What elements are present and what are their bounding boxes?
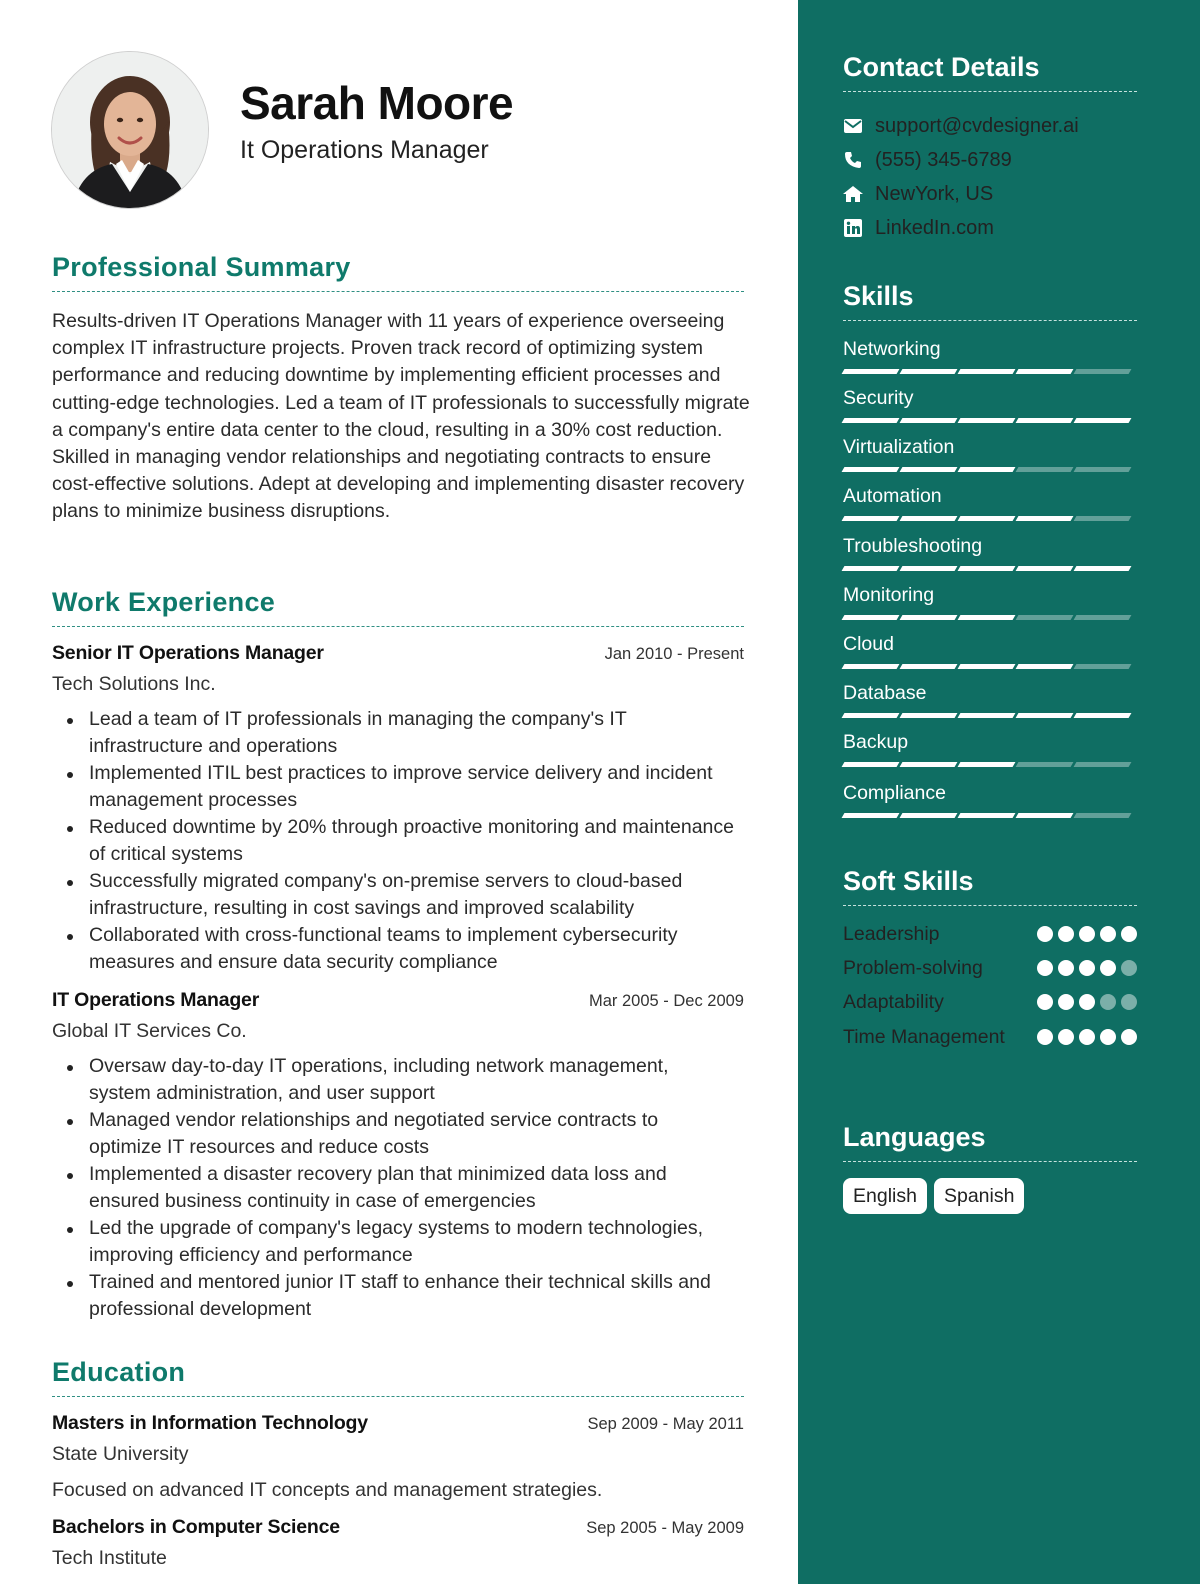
- education-entry: [52, 1412, 744, 1504]
- rating-dot-icon: [1037, 1029, 1053, 1045]
- rating-dot-icon: [1100, 994, 1116, 1010]
- skill-level-bar: [843, 713, 1137, 718]
- contact-phone-text: (555) 345-6789: [875, 148, 1012, 171]
- skill-level-segment: [958, 615, 1016, 620]
- bullet-text: Implemented a disaster recovery plan that minimized data loss and ensured business continuity in case of emergencies: [89, 1163, 667, 1212]
- soft-skill-item: [843, 955, 1137, 982]
- skill-label: Compliance: [843, 782, 946, 804]
- bullet-icon: [67, 772, 73, 778]
- bullet-text: Collaborated with cross-functional teams to implement cybersecurity measures and ensure data security compliance: [89, 924, 678, 973]
- bullet-icon: [67, 1173, 73, 1179]
- job-bullet: [89, 1215, 744, 1269]
- skill-level-segment: [1074, 664, 1132, 669]
- soft-skill-rating: [1037, 926, 1137, 948]
- rating-dot-icon: [1037, 960, 1053, 976]
- skill-level-segment: [958, 418, 1016, 423]
- contact-linkedin[interactable]: [843, 213, 994, 243]
- soft-skill-item: [843, 989, 1137, 1016]
- home-icon: [843, 184, 863, 204]
- rating-dot-icon: [1058, 960, 1074, 976]
- job-entry: [52, 989, 744, 1323]
- skill-level-segment: [1016, 813, 1074, 818]
- skill-level-segment: [842, 516, 900, 521]
- skill-item: [843, 728, 1137, 767]
- professional-summary: Results-driven IT Operations Manager with 11 years of experience overseeing complex IT infrastructure projects. Proven track record of optimizing system performance and reducing downtime by implementing efficient processes and cutting-edge technologies. Led a team of IT professionals to successfully migrate a company's entire data center to the cloud, resulting in a 30% cost reduction. Skilled in managing vendor relationships and negotiating contracts to ensure cost-effective solutions. Adept at developing and implementing disaster recovery plans to minimize business disruptions.: [52, 310, 750, 523]
- soft-skill-label: Leadership: [843, 923, 940, 945]
- skill-level-segment: [1016, 467, 1074, 472]
- contact-location-text: NewYork, US: [875, 182, 994, 205]
- job-bullet: [89, 760, 744, 814]
- skill-level-segment: [842, 762, 900, 767]
- degree: Bachelors in Computer Science: [52, 1516, 340, 1538]
- skill-level-segment: [900, 664, 958, 669]
- language-badge: English: [843, 1178, 927, 1214]
- skill-level-segment: [1074, 467, 1132, 472]
- skill-level-segment: [958, 516, 1016, 521]
- soft-skill-rating: [1037, 960, 1137, 982]
- bullet-text: Successfully migrated company's on-premise servers to cloud-based infrastructure, resulting in cost savings and improved scalability: [89, 870, 683, 919]
- rating-dot-icon: [1100, 926, 1116, 942]
- rating-dot-icon: [1079, 994, 1095, 1010]
- skill-level-segment: [958, 664, 1016, 669]
- job-bullet: [89, 1161, 744, 1215]
- skill-item: [843, 679, 1137, 718]
- bullet-icon: [67, 934, 73, 940]
- skill-level-bar: [843, 369, 1137, 374]
- candidate-title: It Operations Manager: [240, 136, 489, 164]
- rating-dot-icon: [1058, 1029, 1074, 1045]
- skill-level-segment: [1074, 418, 1132, 423]
- job-entry: [52, 642, 744, 976]
- job-date: Jan 2010 - Present: [604, 645, 744, 663]
- skill-level-segment: [1016, 664, 1074, 669]
- skill-level-segment: [900, 615, 958, 620]
- candidate-name: Sarah Moore: [240, 77, 514, 129]
- skill-level-segment: [958, 369, 1016, 374]
- education-date: Sep 2005 - May 2009: [586, 1519, 744, 1537]
- skill-level-segment: [842, 615, 900, 620]
- skill-level-segment: [1074, 762, 1132, 767]
- job-bullets: [52, 1053, 744, 1323]
- job-bullet: [89, 706, 744, 760]
- skill-level-segment: [1074, 813, 1132, 818]
- skill-item: [843, 630, 1137, 669]
- section-title-contact: Contact Details: [843, 52, 1137, 92]
- skill-level-segment: [842, 566, 900, 571]
- bullet-icon: [67, 880, 73, 886]
- skill-level-bar: [843, 615, 1137, 620]
- skill-label: Automation: [843, 485, 942, 507]
- bullet-text: Reduced downtime by 20% through proactive monitoring and maintenance of critical systems: [89, 816, 734, 865]
- bullet-text: Trained and mentored junior IT staff to enhance their technical skills and professional development: [89, 1271, 711, 1320]
- section-title-languages: Languages: [843, 1122, 1137, 1162]
- contact-email[interactable]: [843, 111, 1079, 141]
- skill-label: Cloud: [843, 633, 894, 655]
- job-role: IT Operations Manager: [52, 989, 260, 1011]
- skill-level-segment: [900, 813, 958, 818]
- skill-level-segment: [900, 516, 958, 521]
- skill-item: [843, 779, 1137, 818]
- bullet-text: Led the upgrade of company's legacy systems to modern technologies, improving efficiency and performance: [89, 1217, 703, 1266]
- job-role: Senior IT Operations Manager: [52, 642, 324, 664]
- skill-level-bar: [843, 418, 1137, 423]
- avatar: [52, 52, 208, 208]
- education-date: Sep 2009 - May 2011: [587, 1415, 744, 1433]
- job-bullet: [89, 1053, 744, 1107]
- bullet-icon: [67, 1119, 73, 1125]
- skill-level-bar: [843, 762, 1137, 767]
- skill-level-segment: [958, 762, 1016, 767]
- section-title-soft-skills: Soft Skills: [843, 866, 1137, 906]
- job-company: Global IT Services Co.: [52, 1020, 247, 1042]
- rating-dot-icon: [1121, 960, 1137, 976]
- education-description: Focused on advanced IT concepts and management strategies.: [52, 1479, 603, 1501]
- skill-level-segment: [1016, 615, 1074, 620]
- bullet-icon: [67, 1281, 73, 1287]
- rating-dot-icon: [1079, 926, 1095, 942]
- linkedin-icon: [843, 218, 863, 238]
- school: Tech Institute: [52, 1547, 167, 1569]
- rating-dot-icon: [1037, 926, 1053, 942]
- skill-level-segment: [1016, 762, 1074, 767]
- soft-skill-label: Problem-solving: [843, 957, 983, 979]
- skill-level-segment: [1074, 566, 1132, 571]
- skill-level-bar: [843, 813, 1137, 818]
- skill-item: [843, 335, 1137, 374]
- rating-dot-icon: [1100, 1029, 1116, 1045]
- skill-level-bar: [843, 664, 1137, 669]
- school: State University: [52, 1443, 189, 1465]
- rating-dot-icon: [1079, 1029, 1095, 1045]
- bullet-icon: [67, 1065, 73, 1071]
- job-bullet: [89, 1107, 744, 1161]
- soft-skill-item: [843, 921, 1137, 948]
- job-date: Mar 2005 - Dec 2009: [588, 992, 744, 1010]
- section-title-summary: Professional Summary: [52, 252, 744, 292]
- skill-level-segment: [842, 418, 900, 423]
- rating-dot-icon: [1121, 1029, 1137, 1045]
- rating-dot-icon: [1079, 960, 1095, 976]
- skill-level-segment: [958, 566, 1016, 571]
- skill-level-segment: [958, 467, 1016, 472]
- job-bullet: [89, 868, 744, 922]
- skill-level-segment: [958, 713, 1016, 718]
- skill-level-segment: [900, 762, 958, 767]
- skill-label: Database: [843, 682, 927, 704]
- soft-skill-label: Adaptability: [843, 991, 944, 1013]
- contact-phone[interactable]: [843, 145, 1012, 175]
- bullet-text: Lead a team of IT professionals in managing the company's IT infrastructure and operations: [89, 708, 627, 757]
- soft-skill-item: [843, 1024, 1137, 1051]
- rating-dot-icon: [1100, 960, 1116, 976]
- envelope-icon: [843, 116, 863, 136]
- profile-photo: [52, 52, 208, 208]
- skill-level-segment: [900, 566, 958, 571]
- skill-level-segment: [900, 713, 958, 718]
- skill-level-segment: [1074, 713, 1132, 718]
- skill-level-bar: [843, 467, 1137, 472]
- skill-level-segment: [842, 369, 900, 374]
- job-company: Tech Solutions Inc.: [52, 673, 216, 695]
- skill-level-segment: [1016, 566, 1074, 571]
- section-title-experience: Work Experience: [52, 587, 744, 627]
- skill-level-segment: [842, 664, 900, 669]
- soft-skill-label: Time Management: [843, 1026, 1005, 1048]
- skill-level-bar: [843, 566, 1137, 571]
- rating-dot-icon: [1121, 994, 1137, 1010]
- soft-skill-rating: [1037, 994, 1137, 1016]
- contact-linkedin-text: LinkedIn.com: [875, 216, 994, 239]
- bullet-text: Implemented ITIL best practices to improve service delivery and incident management processes: [89, 762, 713, 811]
- bullet-text: Oversaw day-to-day IT operations, including network management, system administration, and user support: [89, 1055, 669, 1104]
- bullet-icon: [67, 718, 73, 724]
- skill-item: [843, 482, 1137, 521]
- soft-skill-rating: [1037, 1029, 1137, 1051]
- skill-level-segment: [842, 467, 900, 472]
- rating-dot-icon: [1037, 994, 1053, 1010]
- skill-level-segment: [900, 369, 958, 374]
- degree: Masters in Information Technology: [52, 1412, 368, 1434]
- languages-list: [843, 1178, 1024, 1214]
- skill-item: [843, 581, 1137, 620]
- phone-icon: [843, 150, 863, 170]
- skill-level-segment: [958, 813, 1016, 818]
- skill-item: [843, 384, 1137, 423]
- skill-item: [843, 532, 1137, 571]
- skill-level-segment: [1074, 516, 1132, 521]
- skill-label: Networking: [843, 338, 941, 360]
- contact-location: [843, 179, 993, 209]
- skill-label: Virtualization: [843, 436, 955, 458]
- job-bullet: [89, 922, 744, 976]
- rating-dot-icon: [1058, 926, 1074, 942]
- section-title-skills: Skills: [843, 281, 1137, 321]
- skill-label: Security: [843, 387, 914, 409]
- skill-level-segment: [1016, 418, 1074, 423]
- skill-level-segment: [842, 713, 900, 718]
- skill-level-segment: [842, 813, 900, 818]
- skill-level-segment: [1074, 369, 1132, 374]
- job-bullet: [89, 814, 744, 868]
- skill-level-segment: [1016, 516, 1074, 521]
- education-entry: [52, 1516, 744, 1572]
- skill-level-segment: [900, 418, 958, 423]
- job-bullet: [89, 1269, 744, 1323]
- bullet-text: Managed vendor relationships and negotiated service contracts to optimize IT resources and reduce costs: [89, 1109, 659, 1158]
- skill-level-bar: [843, 516, 1137, 521]
- skill-level-segment: [1016, 713, 1074, 718]
- skill-level-segment: [1016, 369, 1074, 374]
- job-bullets: [52, 706, 744, 976]
- skill-label: Troubleshooting: [843, 535, 983, 557]
- skill-level-segment: [1074, 615, 1132, 620]
- section-title-education: Education: [52, 1357, 744, 1397]
- skill-item: [843, 433, 1137, 472]
- skill-level-segment: [900, 467, 958, 472]
- rating-dot-icon: [1121, 926, 1137, 942]
- language-badge: Spanish: [934, 1178, 1024, 1214]
- skill-label: Backup: [843, 731, 909, 753]
- rating-dot-icon: [1058, 994, 1074, 1010]
- bullet-icon: [67, 1227, 73, 1233]
- contact-email-text: support@cvdesigner.ai: [875, 114, 1079, 137]
- bullet-icon: [67, 826, 73, 832]
- skill-label: Monitoring: [843, 584, 935, 606]
